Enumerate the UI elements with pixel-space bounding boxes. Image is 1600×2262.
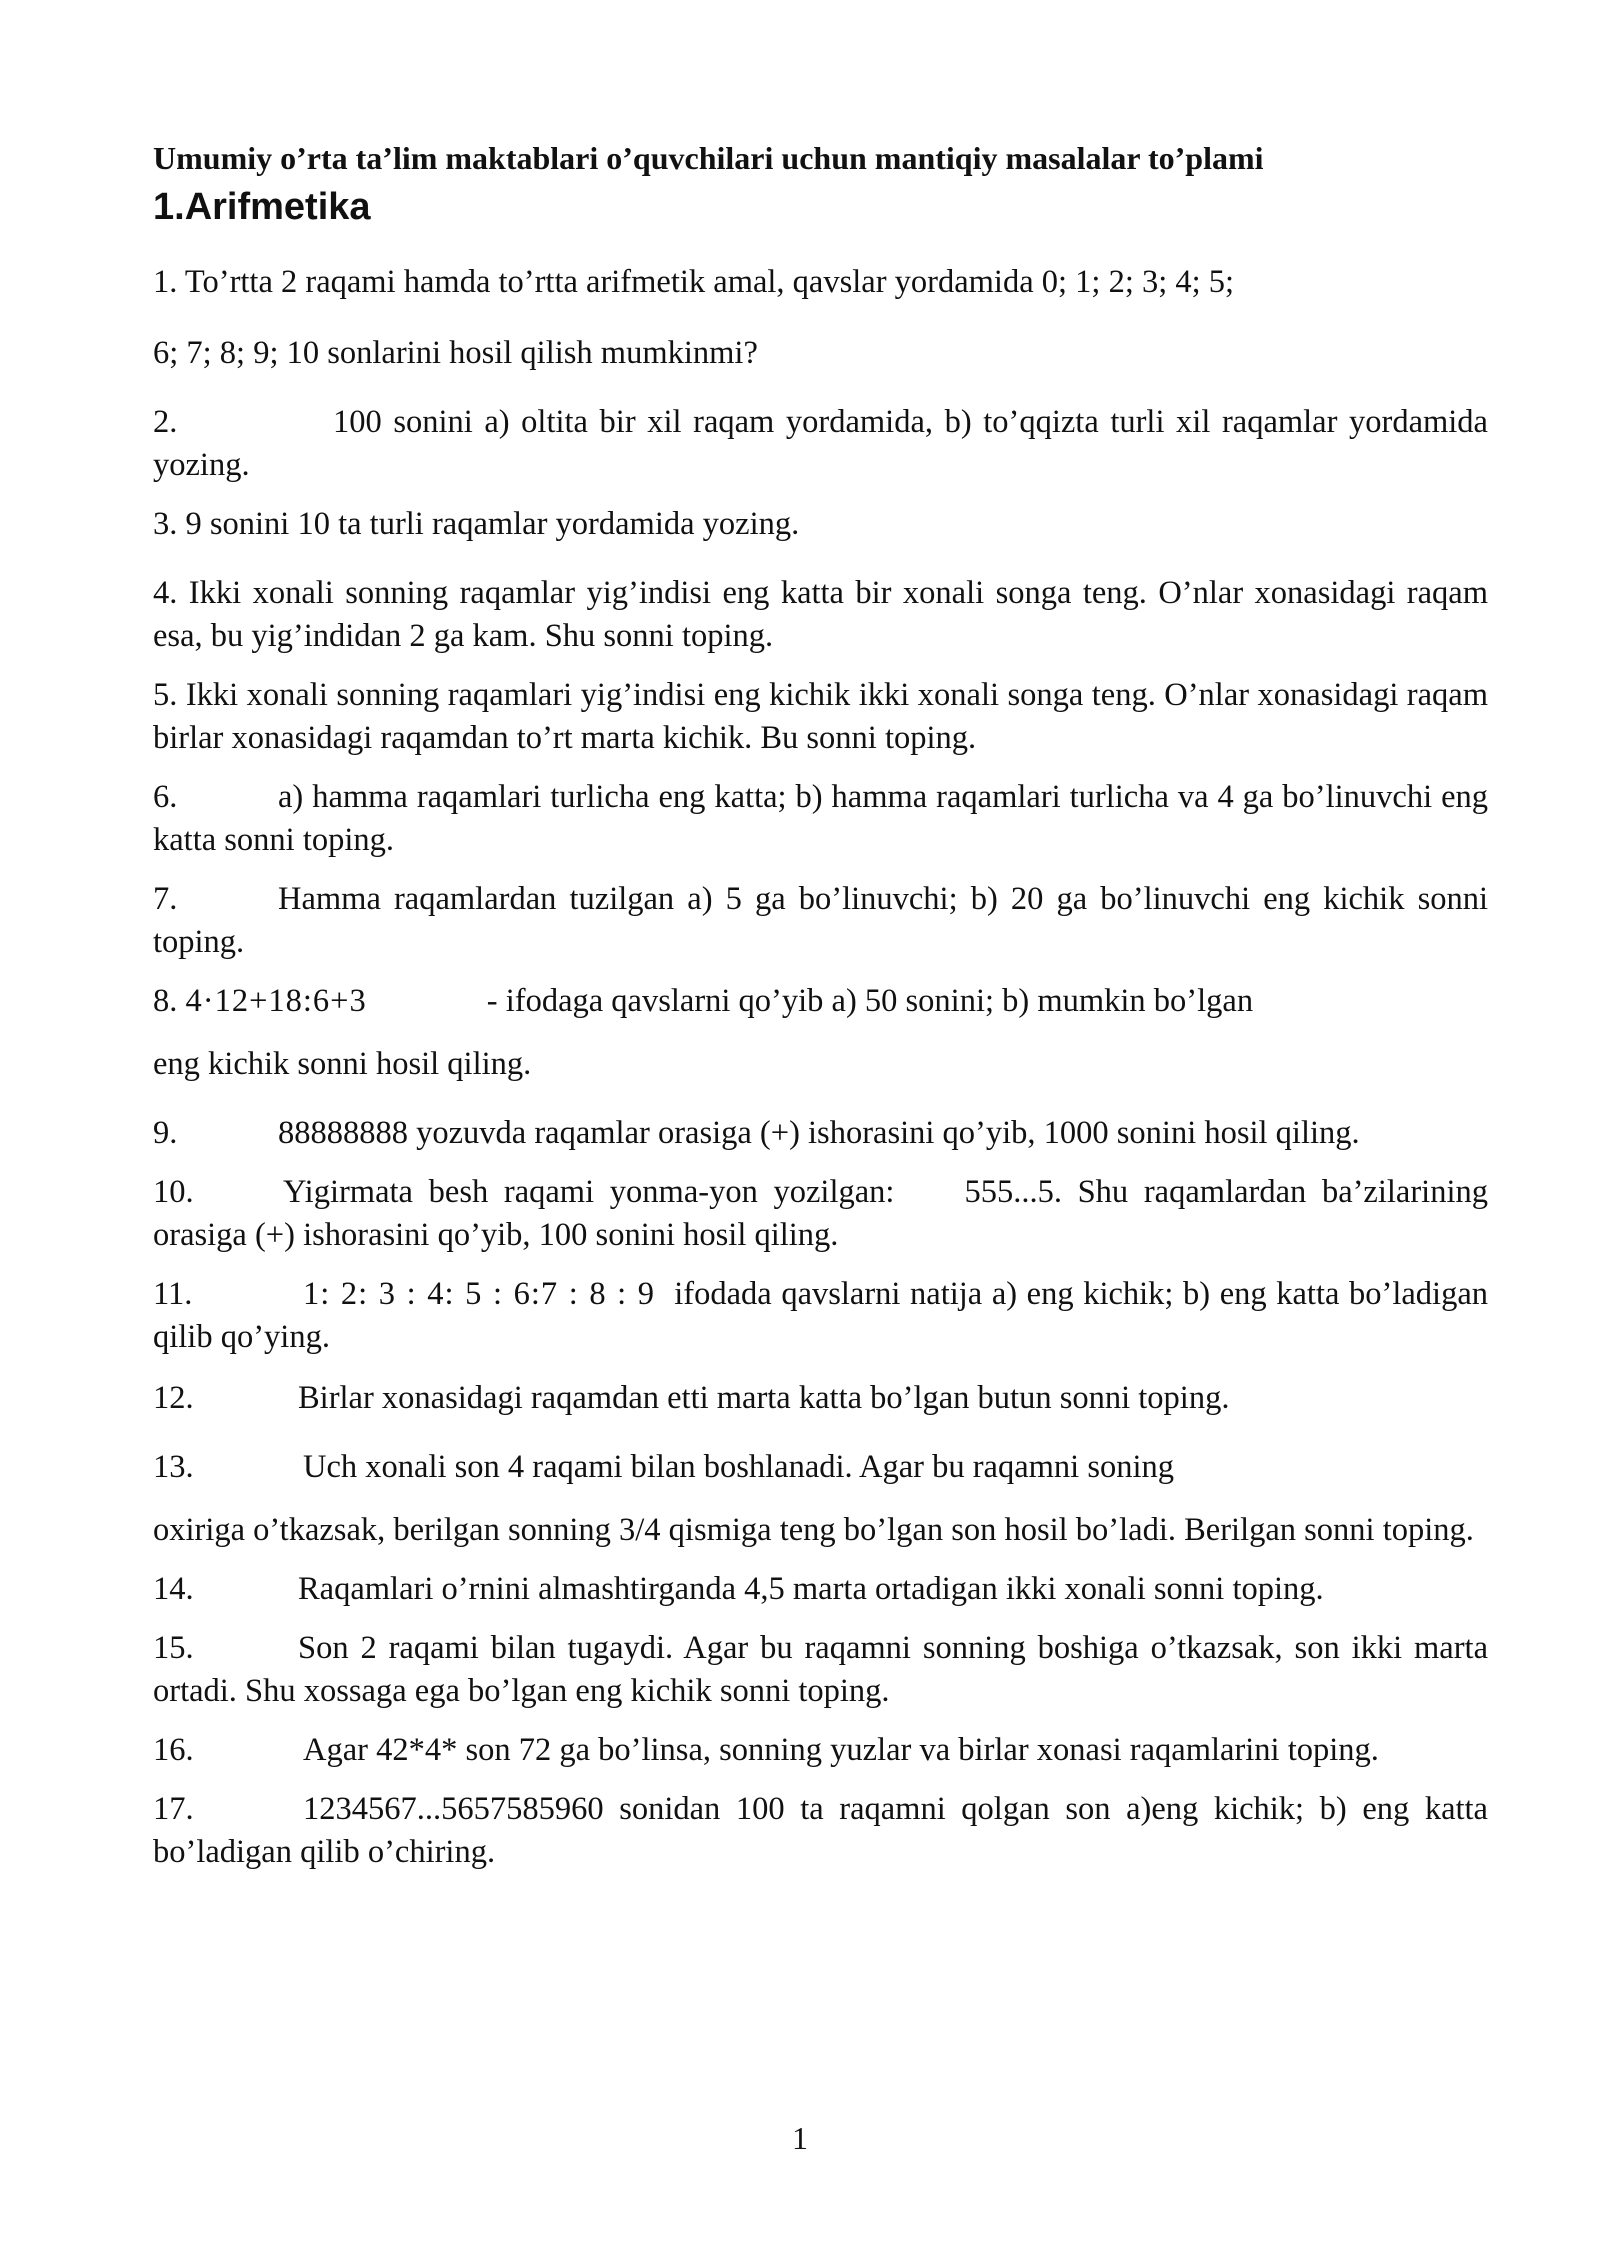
problem-8 [153,980,1488,1086]
problem-text-continued: eng kichik sonni hosil qiling. [153,1046,532,1082]
problem-text: Son 2 raqami bilan tugaydi. Agar bu raqamni sonning boshiga o’tkazsak, son ikki marta ortadi. Shu xossaga ega bo’lgan eng kichik sonni toping. [153,1630,1488,1709]
problem-13 [153,1446,1488,1552]
problem-text: ifodada qavslarni natija a) eng kichik; b) eng katta bo’ladigan qilib qo’ying. [153,1276,1488,1355]
problem-text-continued: oxiriga o’tkazsak, berilgan sonning 3/4 qismiga teng bo’lgan son hosil bo’ladi. Berilgan sonni toping. [153,1512,1474,1548]
problem-number: 5. [153,677,178,713]
problem-10 [153,1171,1488,1257]
problem-17 [153,1788,1488,1874]
problem-9 [153,1112,1488,1155]
document-page [153,135,1488,1874]
problem-number: 14. [153,1571,194,1607]
problem-text: 1234567...5657585960 sonidan 100 ta raqamni qolgan son a)eng kichik; b) eng katta bo’ladigan qilib o’chiring. [153,1791,1488,1870]
problem-15 [153,1627,1488,1713]
math-formula: 1: 2: 3 : 4: 5 : 6:7 : 8 : 9 [303,1276,656,1312]
problem-7 [153,878,1488,964]
problem-number: 17. [153,1791,194,1827]
problem-number: 16. [153,1732,194,1768]
problem-number: 7. [153,881,178,917]
problem-number: 8. [153,983,178,1019]
problem-1 [153,261,1488,375]
problem-3 [153,503,1488,546]
problem-number: 12. [153,1380,194,1416]
problem-text-continued: 6; 7; 8; 9; 10 sonlarini hosil qilish mumkinmi? [153,335,758,371]
problem-number: 3. [153,506,178,542]
problem-text: - ifodaga qavslarni qo’yib a) 50 sonini; b) mumkin bo’lgan [486,983,1254,1019]
problem-text: Uch xonali son 4 raqami bilan boshlanadi. Agar bu raqamni soning [303,1449,1175,1485]
problem-text: Birlar xonasidagi raqamdan etti marta katta bo’lgan butun sonni toping. [298,1380,1230,1416]
problem-14 [153,1568,1488,1611]
problem-text: Yigirmata besh raqami yonma-yon yozilgan: [283,1174,895,1210]
problem-2 [153,401,1488,487]
problem-number: 10. [153,1174,194,1210]
problem-number: 4. [153,575,178,611]
page-number: 1 [792,2120,808,2156]
problem-number: 1. [153,264,178,300]
document-title: Umumiy o’rta ta’lim maktablari o’quvchilari uchun mantiqiy masalalar to’plami [153,140,1264,176]
problem-text: a) hamma raqamlari turlicha eng katta; b) hamma raqamlari turlicha va 4 ga bo’linuvchi eng katta sonni toping. [153,779,1488,858]
problem-5 [153,674,1488,760]
problem-number: 2. [153,404,178,440]
problem-text: Agar 42*4* son 72 ga bo’linsa, sonning yuzlar va birlar xonasi raqamlarini toping. [303,1732,1379,1768]
problem-6 [153,776,1488,862]
problem-12 [153,1377,1488,1420]
problem-text: 100 sonini a) oltita bir xil raqam yordamida, b) to’qqizta turli xil raqamlar yordamida yozing. [153,404,1488,483]
problem-text: Ikki xonali sonning raqamlari yig’indisi eng kichik ikki xonali songa teng. O’nlar xonasidagi raqam birlar xonasidagi raqamdan to’rt marta kichik. Bu sonni toping. [153,677,1489,756]
section-heading: 1.Arifmetika [153,186,371,228]
problem-text: Raqamlari o’rnini almashtirganda 4,5 marta ortadigan ikki xonali sonni toping. [298,1571,1324,1607]
problem-number: 13. [153,1449,194,1485]
problem-list [153,261,1488,1874]
problem-4 [153,572,1488,658]
problem-text: 9 sonini 10 ta turli raqamlar yordamida yozing. [185,506,800,542]
problem-text: To’rtta 2 raqami hamda to’rtta arifmetik amal, qavslar yordamida 0; 1; 2; 3; 4; 5; [184,264,1235,300]
problem-number: 11. [153,1276,193,1312]
problem-number: 9. [153,1115,178,1151]
problem-text-continued: 555...5. Shu raqamlardan ba’zilarining orasiga (+) ishorasini qo’yib, 100 sonini hosil qiling. [153,1174,1488,1253]
problem-text: 88888888 yozuvda raqamlar orasiga (+) ishorasini qo’yib, 1000 sonini hosil qiling. [278,1115,1360,1151]
problem-number: 6. [153,779,178,815]
problem-11 [153,1273,1488,1359]
problem-text: Hamma raqamlardan tuzilgan a) 5 ga bo’linuvchi; b) 20 ga bo’linuvchi eng kichik sonni toping. [153,881,1488,960]
problem-16 [153,1729,1488,1772]
problem-text: Ikki xonali sonning raqamlar yig’indisi eng katta bir xonali songa teng. O’nlar xonasidagi raqam esa, bu yig’indidan 2 ga kam. Shu sonni toping. [153,575,1488,654]
problem-number: 15. [153,1630,194,1666]
math-formula: 4·12+18:6+3 [185,983,367,1019]
